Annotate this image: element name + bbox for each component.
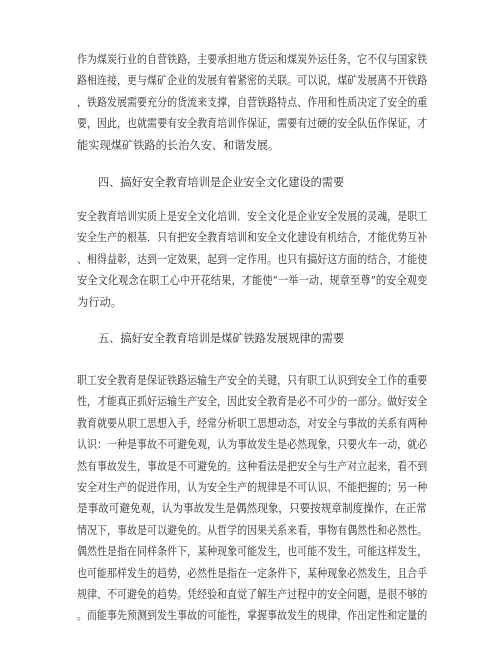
paragraph-line: 情况下，事故是可以避免的。从哲学的因果关系来看，事物有偶然性和必然性。 [77,523,428,537]
paragraph-safety-culture [77,206,427,313]
paragraph-line: 安全教育培训实质上是安全文化培训．安全文化是企业安全发展的灵魂，是职工 [77,210,428,223]
paragraph-line: 教育就要从职工思想入手，经常分析职工思想动态，对安全与事故的关系有两种 [77,416,428,430]
paragraph-line: 也可能那样发生的趋势，必然性是指在一定条件下，某种现象必然发生，且合乎 [77,566,428,580]
paragraph-line: 职工安全教育是保证铁路运输生产安全的关键，只有职工认识到安全工作的重要 [77,374,428,387]
paragraph-line: 要，因此，也就需要有安全教育培训作保证，需要有过硬的安全队伍作保证，才 [77,117,428,131]
paragraph-line: 。而能事先预测到发生事故的可能性，掌握事故发生的规律，作出定性和定量的 [77,609,428,623]
paragraph-line: 偶然性是指在同样条件下，某种现象可能发生，也可能不发生，可能这样发生， [77,545,428,559]
paragraph-line: 然有事故发生，事故是不可避免的。这种看法是把安全与生产对立起来，看不到 [77,459,428,473]
paragraph-line: 为行动。 [77,295,122,309]
paragraph-line: 安全文化观念在职工心中开花结果，才能使“一举一动、规章至尊”的安全观变 [77,274,428,288]
section-heading-4: 四、搞好安全教育培训是企业安全文化建设的需要 [98,176,345,189]
paragraph-line: 路相连接，更与煤矿企业的发展有着紧密的关联。可以说，煤矿发展离不开铁路 [77,74,428,88]
paragraph-line: 能实现煤矿铁路的长治久安、和谐发展。 [77,138,280,152]
paragraph-line: 作为煤炭行业的自营铁路，主要承担地方货运和煤炭外运任务，它不仅与国家铁 [77,53,428,66]
paragraph-line: 安全生产的根基．只有把安全教育培训和安全文化建设有机结合，才能优势互补 [77,231,428,245]
paragraph-safety-education [77,370,427,627]
paragraph-line: 认识：一种是事故不可避免观，认为事故发生是必然现象，只要火车一动，就必 [77,438,428,452]
paragraph-line: 、相得益彰，达到一定效果，起到一定作用。也只有搞好这方面的结合，才能使 [77,252,428,266]
paragraph-line: ，铁路发展需要充分的货流来支撑，自营铁路特点、作用和性质决定了安全的重 [77,95,428,109]
paragraph-line: 性，才能真正抓好运输生产安全，因此安全教育是必不可少的一部分。做好安全 [77,395,428,409]
section-heading-5: 五、搞好安全教育培训是煤矿铁路发展规律的需要 [98,332,345,345]
paragraph-line: 是事故可避免观，认为事故发生是偶然现象，只要按规章制度操作，在正常 [77,502,427,516]
paragraph-coal-railway [77,49,427,156]
paragraph-line: 规律、不可避免的趋势。凭经验和直觉了解生产过程中的安全问题，是很不够的 [77,587,428,601]
paragraph-line: 安全对生产的促进作用，认为安全生产的规律是不可认识、不能把握的；另一种 [77,480,428,494]
